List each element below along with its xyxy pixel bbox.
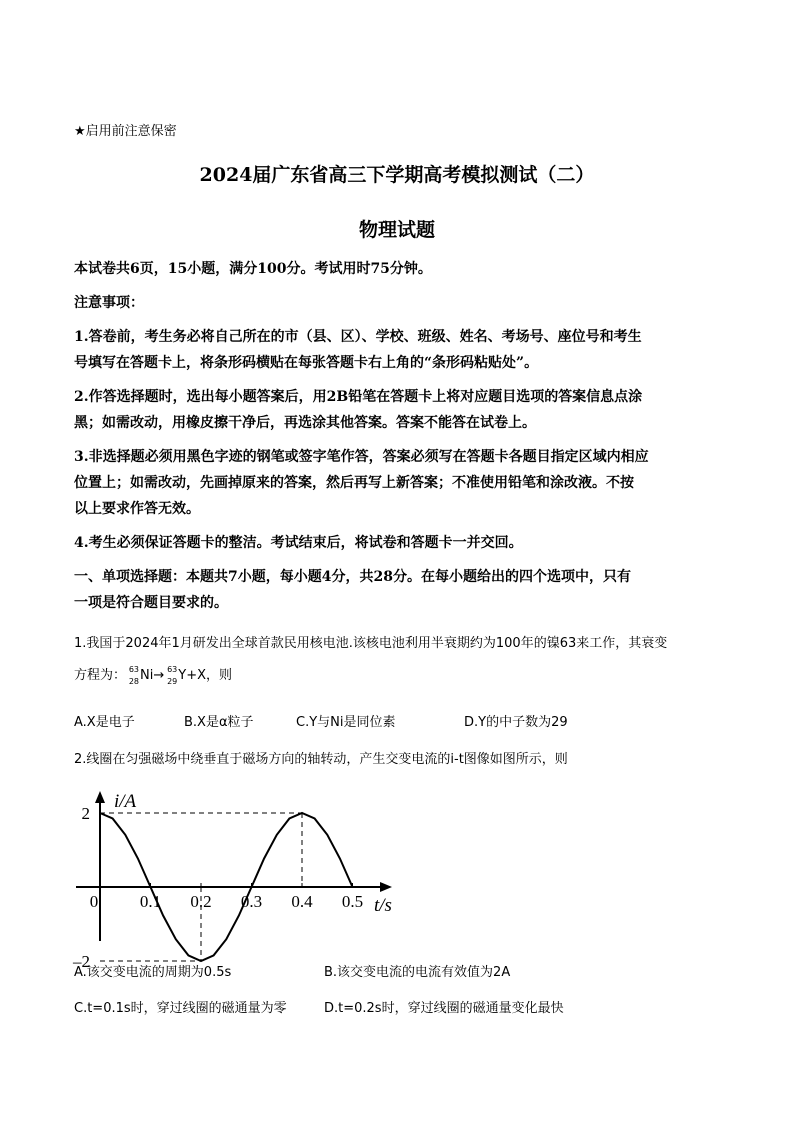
y-mass-number: 63 (167, 664, 178, 674)
notice-heading: 注意事项： (74, 295, 144, 311)
y-axis-label: i/A (114, 791, 137, 812)
section-1-line-2: 一项是符合题目要求的。 (74, 595, 228, 611)
subject-title: 物理试题 (358, 219, 435, 241)
notice-item-3-line-2: 位置上；如需改动，先画掉原来的答案，然后再写上新答案；不准使用铅笔和涂改液。不按 (74, 475, 634, 491)
current-time-graph (70, 785, 410, 971)
notice-item-1-line-2: 号填写在答题卡上，将条形码横贴在每张答题卡右上角的“条形码粘贴处”。 (74, 355, 539, 371)
chart-axes (72, 791, 392, 971)
q1-option-d: D.Y的中子数为29 (464, 715, 568, 730)
q1-option-a: A.X是电子 (74, 715, 135, 730)
q2-option-c: C.t=0.1s时，穿过线圈的磁通量为零 (74, 1001, 287, 1016)
question-1 (74, 631, 734, 689)
q1-stem-line-1: 1.我国于2024年1月研发出全球首款民用核电池.该核电池利用半衰期约为100年的镍63来工作，其衰变 (74, 636, 668, 651)
notice-item-3-line-3: 以上要求作答无效。 (74, 501, 200, 517)
confidential-note: ★启用前注意保密 (74, 124, 177, 139)
q1-eq-prefix: 方程为： (74, 668, 127, 683)
notice-item-3 (74, 444, 734, 522)
notice-item-1 (74, 324, 734, 376)
x-tick-label: 0 (89, 892, 99, 911)
y-nuclide-numbers (164, 665, 178, 687)
y-tick-label: –2 (73, 952, 90, 971)
y-tick-label: 2 (81, 804, 90, 823)
ni-atomic-number: 28 (128, 676, 140, 686)
ni-symbol: Ni (140, 668, 154, 683)
notice-item-4: 4.考生必须保证答题卡的整洁。考试结束后，将试卷和答题卡一并交回。 (74, 535, 523, 551)
ni-nuclide-numbers (126, 665, 140, 687)
notice-item-1-line-1: 1.答卷前，考生务必将自己所在的市（县、区）、学校、班级、姓名、考场号、座位号和考生 (74, 329, 642, 345)
q2-option-b: B.该交变电流的电流有效值为2A (324, 965, 511, 980)
section-1-heading (74, 564, 734, 616)
q2-option-d: D.t=0.2s时，穿过线圈的磁通量变化最快 (324, 1001, 564, 1016)
q1-option-b: B.X是α粒子 (184, 715, 254, 730)
notice-item-3-line-1: 3.非选择题必须用黑色字迹的钢笔或签字笔作答，答案必须写在答题卡各题目指定区域内相应 (74, 449, 649, 465)
x-axis-label: t/s (374, 895, 392, 916)
page-title: 2024届广东省高三下学期高考模拟测试（二） (199, 164, 595, 186)
q2-option-a: A.该交变电流的周期为0.5s (74, 965, 232, 980)
notice-section (74, 256, 734, 616)
x-tick-label: 0.1 (139, 892, 162, 911)
y-symbol: Y+X，则 (178, 668, 233, 683)
reaction-arrow: → (153, 668, 165, 683)
ni-mass-number: 63 (128, 664, 140, 674)
x-tick-label: 0.5 (341, 892, 364, 911)
q1-equation (74, 663, 734, 689)
intro-text: 本试卷共6页，15小题，满分100分。考试用时75分钟。 (74, 261, 432, 277)
q1-option-c: C.Y与Ni是同位素 (296, 715, 396, 730)
q2-stem: 2.线圈在匀强磁场中绕垂直于磁场方向的轴转动，产生交变电流的i-t图像如图所示，则 (74, 752, 568, 767)
x-tick-label: 0.3 (240, 892, 263, 911)
x-axis-arrow (380, 882, 392, 892)
notice-item-2 (74, 384, 734, 436)
notice-item-2-line-1: 2.作答选择题时，选出每小题答案后，用2B铅笔在答题卡上将对应题目选项的答案信息点涂 (74, 389, 643, 405)
y-axis-arrow (95, 791, 105, 803)
y-atomic-number: 29 (167, 676, 178, 686)
x-tick-label: 0.4 (291, 892, 313, 911)
x-tick-label: 0.2 (190, 892, 212, 911)
section-1-line-1: 一、单项选择题：本题共7小题，每小题4分，共28分。在每小题给出的四个选项中，只有 (74, 569, 631, 585)
notice-item-2-line-2: 黑；如需改动，用橡皮擦干净后，再选涂其他答案。答案不能答在试卷上。 (74, 415, 536, 431)
